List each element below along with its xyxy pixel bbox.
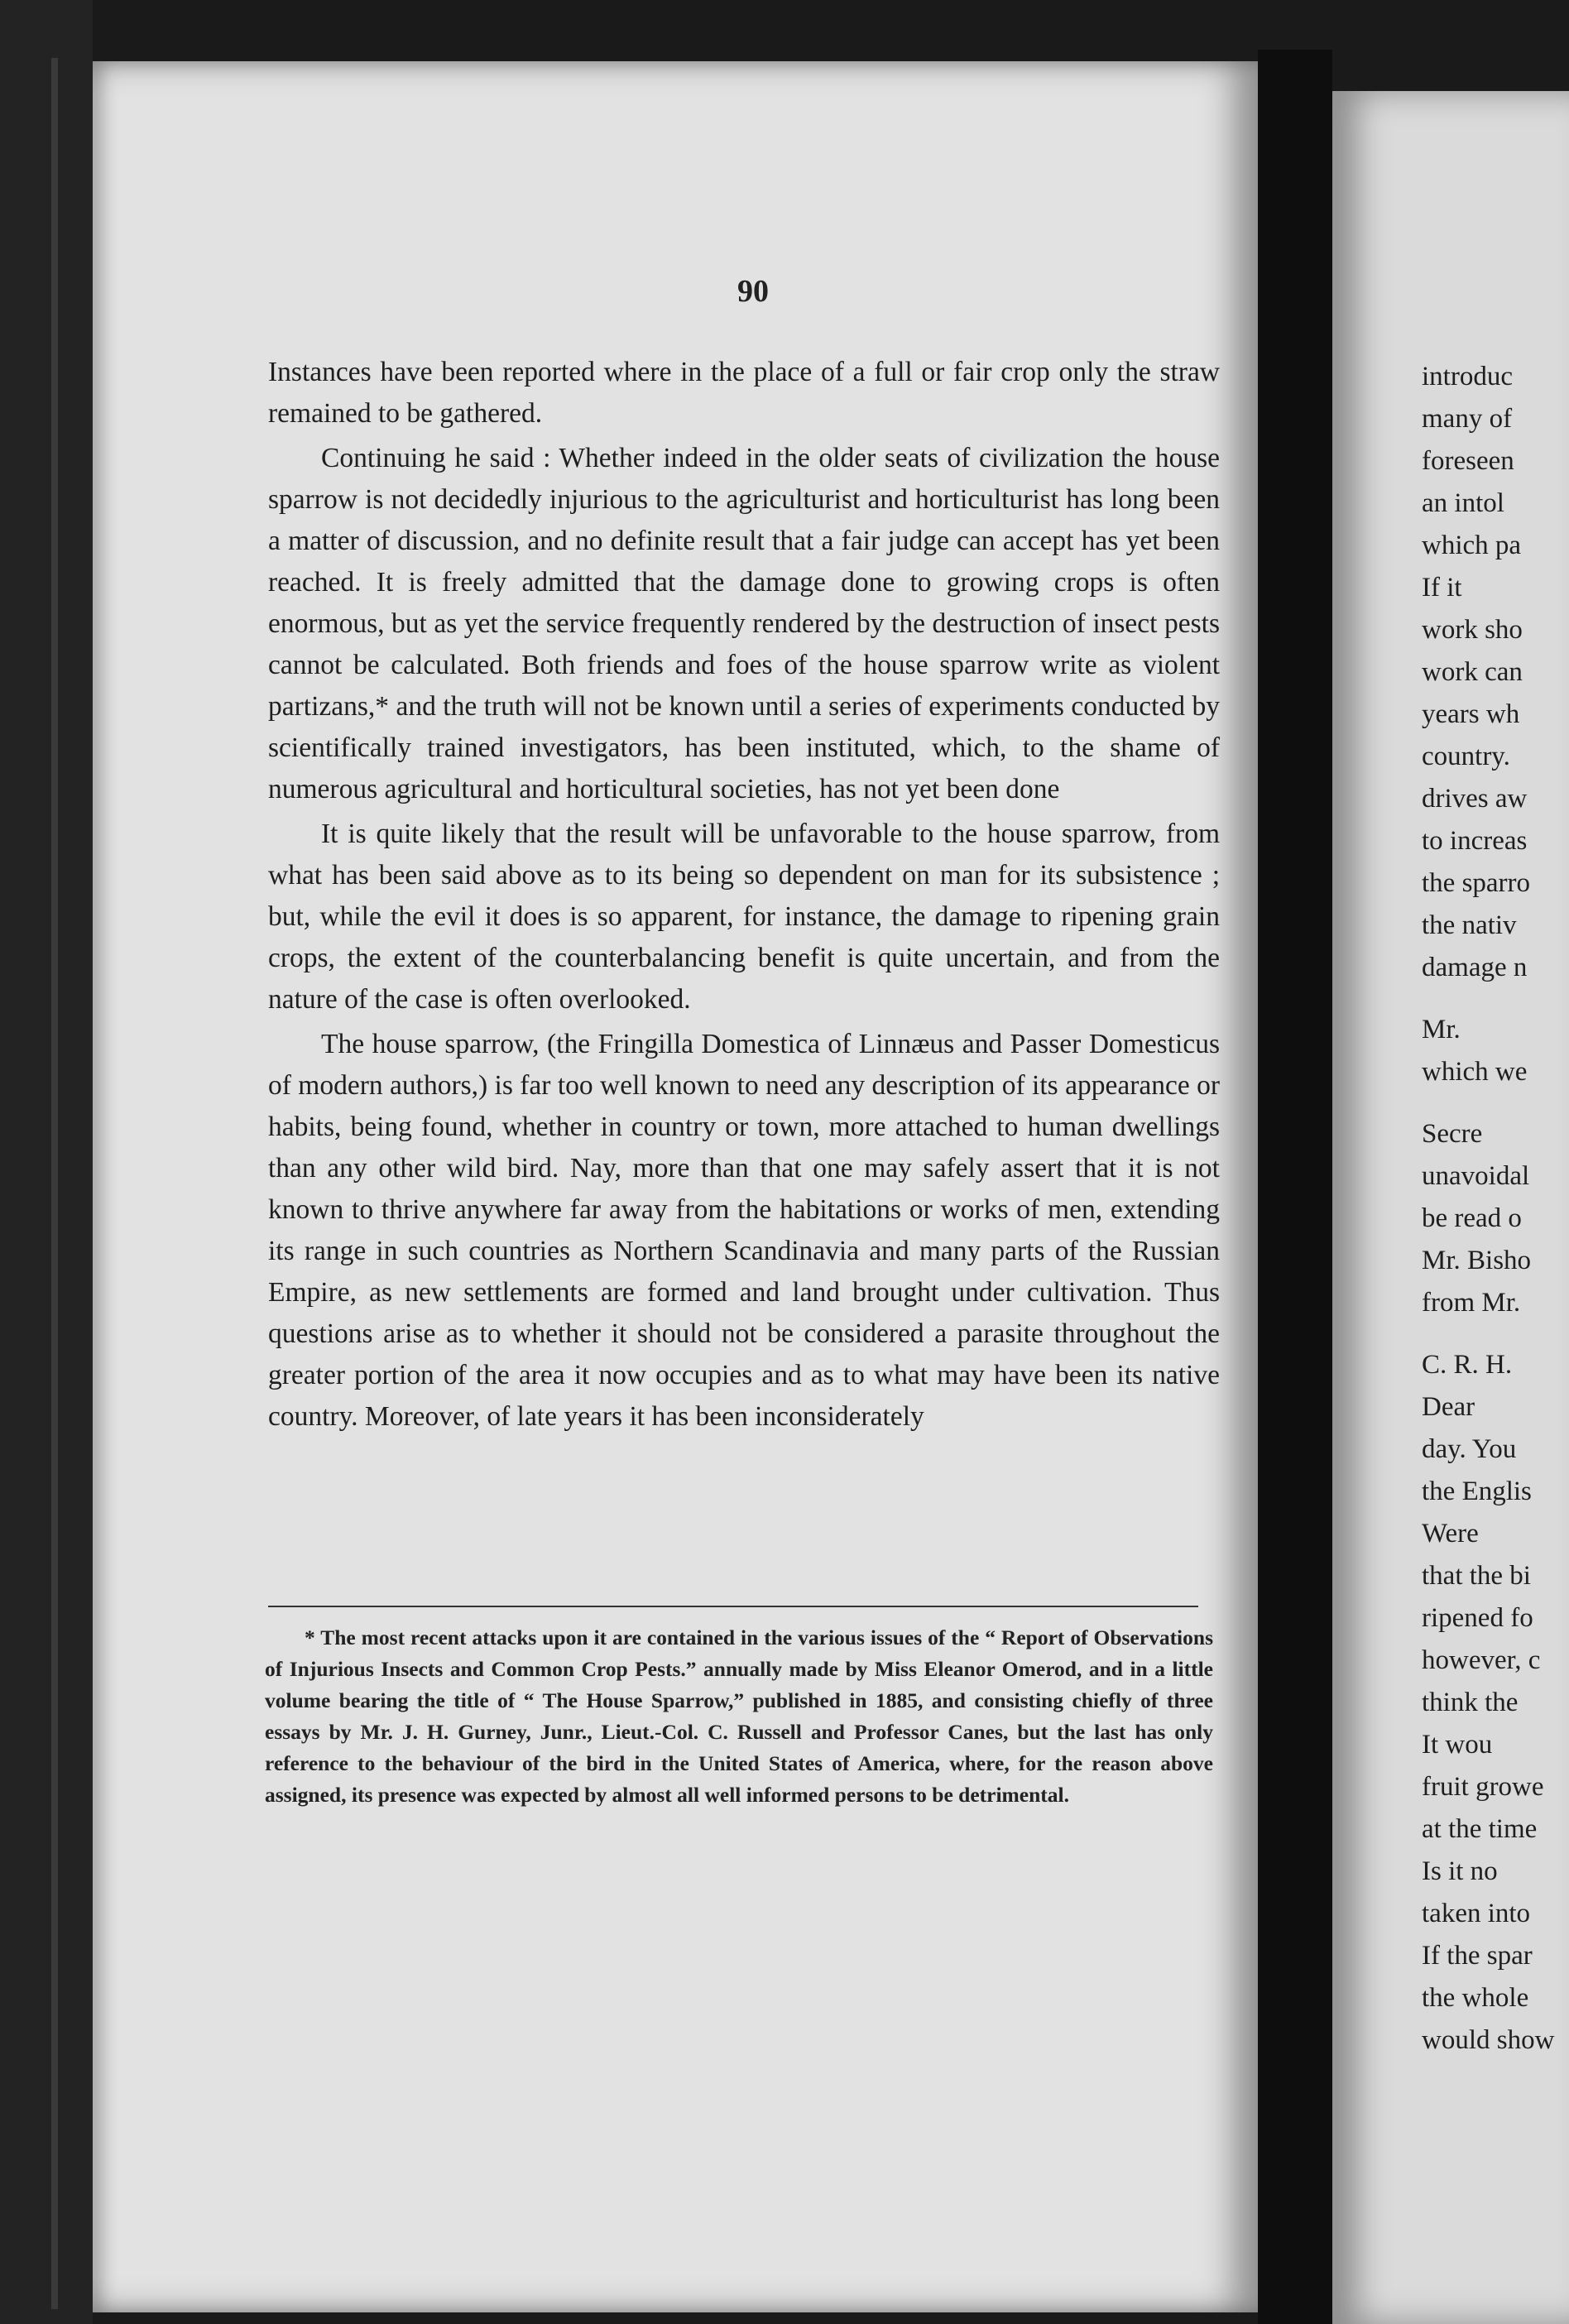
facing-page-line: the Englis [1422, 1477, 1532, 1506]
facing-page-gap [1422, 1324, 1569, 1344]
facing-page-text [1422, 356, 1569, 2062]
facing-page-line: the nativ [1422, 910, 1517, 940]
facing-page-line: If the spar [1422, 1941, 1533, 1971]
facing-page-line: an intol [1422, 488, 1504, 518]
facing-page-line: damage n [1422, 953, 1528, 982]
facing-page-line: fruit growe [1422, 1772, 1544, 1802]
facing-page-line: Mr. [1422, 1015, 1461, 1044]
page-number: 90 [737, 274, 769, 309]
facing-page-line: the sparro [1422, 868, 1531, 898]
facing-page-line: many of [1422, 404, 1513, 434]
footnote-rule [268, 1606, 1198, 1607]
facing-page-line: which we [1422, 1057, 1528, 1087]
page-gutter [1258, 50, 1332, 2324]
facing-page-line: however, c [1422, 1645, 1541, 1675]
facing-page-line: work sho [1422, 615, 1523, 645]
facing-page-line: to increas [1422, 826, 1528, 856]
paragraph-4: The house sparrow, (the Fringilla Domestica of Linnæus and Passer Domesticus of modern authors,) is far too well known to need any description of its appearance or habits, being found, whether in country or town, more attached to human dwellings than any other wild bird. Nay, more than that one may safely assert that it is not known to thrive anywhere far away from the habitations or works of men, extending its range in such countries as Northern Scandinavia and many parts of the Russian Empire, as new settlements are formed and land brought under cultivation. Thus questions arise as to whether it should not be considered a parasite throughout the greater portion of the area it now occupies and as to what may have been its native country. Moreover, of late years it has been inconsiderately [268, 1029, 1220, 1432]
facing-page-line: that the bi [1422, 1561, 1531, 1591]
facing-page-line: ripened fo [1422, 1603, 1533, 1633]
facing-page-line: It wou [1422, 1730, 1493, 1760]
paragraph-3: It is quite likely that the result will be unfavorable to the house sparrow, from what has been said above as to its being so dependent on man for its subsistence ; but, while the evil it does is so apparent, for instance, the damage to ripening grain crops, the extent of the counterbalancing benefit is quite uncertain, and from the nature of the case is often overlooked. [268, 819, 1220, 1015]
facing-page-line: taken into [1422, 1899, 1531, 1928]
facing-page-line: Dear [1422, 1392, 1475, 1422]
facing-page-line: would show [1422, 2025, 1555, 2055]
paragraph-2: Continuing he said : Whether indeed in the older seats of civilization the house sparrow is not decidedly injurious to the agriculturist and horticulturist has long been a matter of discussion, and no definite result that a fair judge can accept has yet been reached. It is freely admitted that the damage done to growing crops is often enormous, but as yet the service frequently rendered by the destruction of insect pests cannot be calculated. Both friends and foes of the house sparrow write as violent partizans,* and the truth will not be known until a series of experiments conducted by scientifically trained investigators, has been instituted, which, to the shame of numerous agricultural and horticultural societies, has not yet been done [268, 443, 1220, 804]
facing-page-line: be read o [1422, 1203, 1522, 1233]
footnote [265, 1622, 1213, 1811]
facing-page-line: Mr. Bisho [1422, 1246, 1532, 1275]
facing-page-line: which pa [1422, 531, 1522, 560]
facing-page-line: If it [1422, 573, 1462, 603]
binding-edge [51, 58, 58, 2309]
facing-page-gap [1422, 989, 1569, 1009]
facing-page-line: introduc [1422, 362, 1513, 391]
facing-page-line: foreseen [1422, 446, 1514, 476]
facing-page-line: C. R. H. [1422, 1350, 1513, 1380]
facing-page-line: Were [1422, 1519, 1479, 1549]
footnote-text: * The most recent attacks upon it are contained in the various issues of the “ Report of Observations of Injurious Insects and Common Crop Pests.” annually made by Miss Eleanor Omerod, and in a little volume bearing the title of “ The House Sparrow,” published in 1885, and consisting chiefly of three essays by Mr. J. H. Gurney, Junr., Lieut.-Col. C. Russell and Professor Canes, but the last has only reference to the behaviour of the bird in the United States of America, where, for the reason above assigned, its presence was expected by almost all well informed persons to be detrimental. [265, 1625, 1213, 1807]
book-binding [0, 0, 93, 2324]
facing-page-line: from Mr. [1422, 1288, 1521, 1318]
facing-page-line: drives aw [1422, 784, 1528, 814]
facing-page-line: years wh [1422, 699, 1520, 729]
body-text [268, 352, 1220, 1441]
facing-page-line: country. [1422, 742, 1510, 771]
facing-page-line: day. You [1422, 1434, 1517, 1464]
facing-page-gap [1422, 1093, 1569, 1113]
facing-page-line: at the time [1422, 1814, 1538, 1844]
facing-page-line: the whole [1422, 1983, 1529, 2013]
facing-page-line: Is it no [1422, 1856, 1498, 1886]
facing-page-line: work can [1422, 657, 1523, 687]
facing-page-line: unavoidal [1422, 1161, 1530, 1191]
paragraph-1: Instances have been reported where in the place of a full or fair crop only the straw remained to be gathered. [268, 357, 1220, 429]
facing-page-line: think the [1422, 1688, 1519, 1717]
facing-page-line: Secre [1422, 1119, 1483, 1149]
